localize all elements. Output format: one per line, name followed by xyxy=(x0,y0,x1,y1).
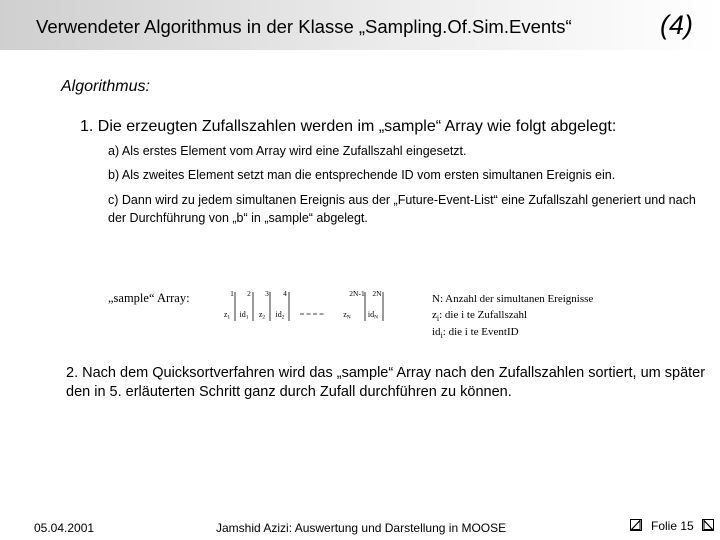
array-cell: id2 xyxy=(275,310,285,321)
array-cell: z1 xyxy=(223,310,231,321)
step-1-text: 1. Die erzeugten Zufallszahlen werden im „sample“ Array wie folgt abgelegt: xyxy=(80,118,617,135)
slide-title: Verwendeter Algorithmus in der Klasse „Sampling.Of.Sim.Events“ xyxy=(36,16,572,37)
previous-slide-icon[interactable] xyxy=(630,519,642,531)
array-index: 2N xyxy=(372,289,382,298)
legend-z: $z_i$: die i te Zufallszahl xyxy=(432,309,528,324)
legend-id: $id_i$: die i te EventID xyxy=(432,326,519,341)
array-cell: idN xyxy=(367,310,379,321)
array-cell: id1 xyxy=(239,310,249,321)
step-1c-text: c) Dann wird zu jedem simultanen Ereignis aus der „Future-Event-List“ eine Zufallszahl generiert und nach der Durchführung von „b“ in „sample“ abgelegt. xyxy=(108,193,696,225)
step-1a-text: a) Als erstes Element vom Array wird eine Zufallszahl eingesetzt. xyxy=(108,144,467,158)
step-2-text: 2. Nach dem Quicksortverfahren wird das „sample“ Array nach den Zufallszahlen sortiert, um später den in 5. erläuterten Schritt ganz durch Zufall durchführen zu können. xyxy=(66,365,706,400)
sample-array-diagram xyxy=(215,285,395,325)
sample-array-label: „sample“ Array: xyxy=(108,291,190,305)
array-index: 4 xyxy=(283,289,287,298)
array-cell: z2 xyxy=(258,310,266,321)
slide-number: Folie 15 xyxy=(651,519,694,533)
footer-author: Jamshid Azizi: Auswertung und Darstellung in MOOSE xyxy=(216,521,507,535)
array-cell: zN xyxy=(343,310,351,321)
footer-date: 05.04.2001 xyxy=(34,521,95,535)
algorithm-heading: Algorithmus: xyxy=(61,78,150,95)
step-1b-text: b) Als zweites Element setzt man die entsprechende ID vom ersten simultanen Ereignis ein. xyxy=(108,168,616,182)
array-index: 1 xyxy=(230,289,234,298)
slide-section-number: (4) xyxy=(660,10,693,40)
array-index: 2N-1 xyxy=(349,289,365,298)
array-index: 2 xyxy=(247,289,251,298)
legend-n: N: Anzahl der simultanen Ereignisse xyxy=(432,293,594,305)
array-index: 3 xyxy=(265,289,269,298)
next-slide-icon[interactable] xyxy=(702,519,714,531)
